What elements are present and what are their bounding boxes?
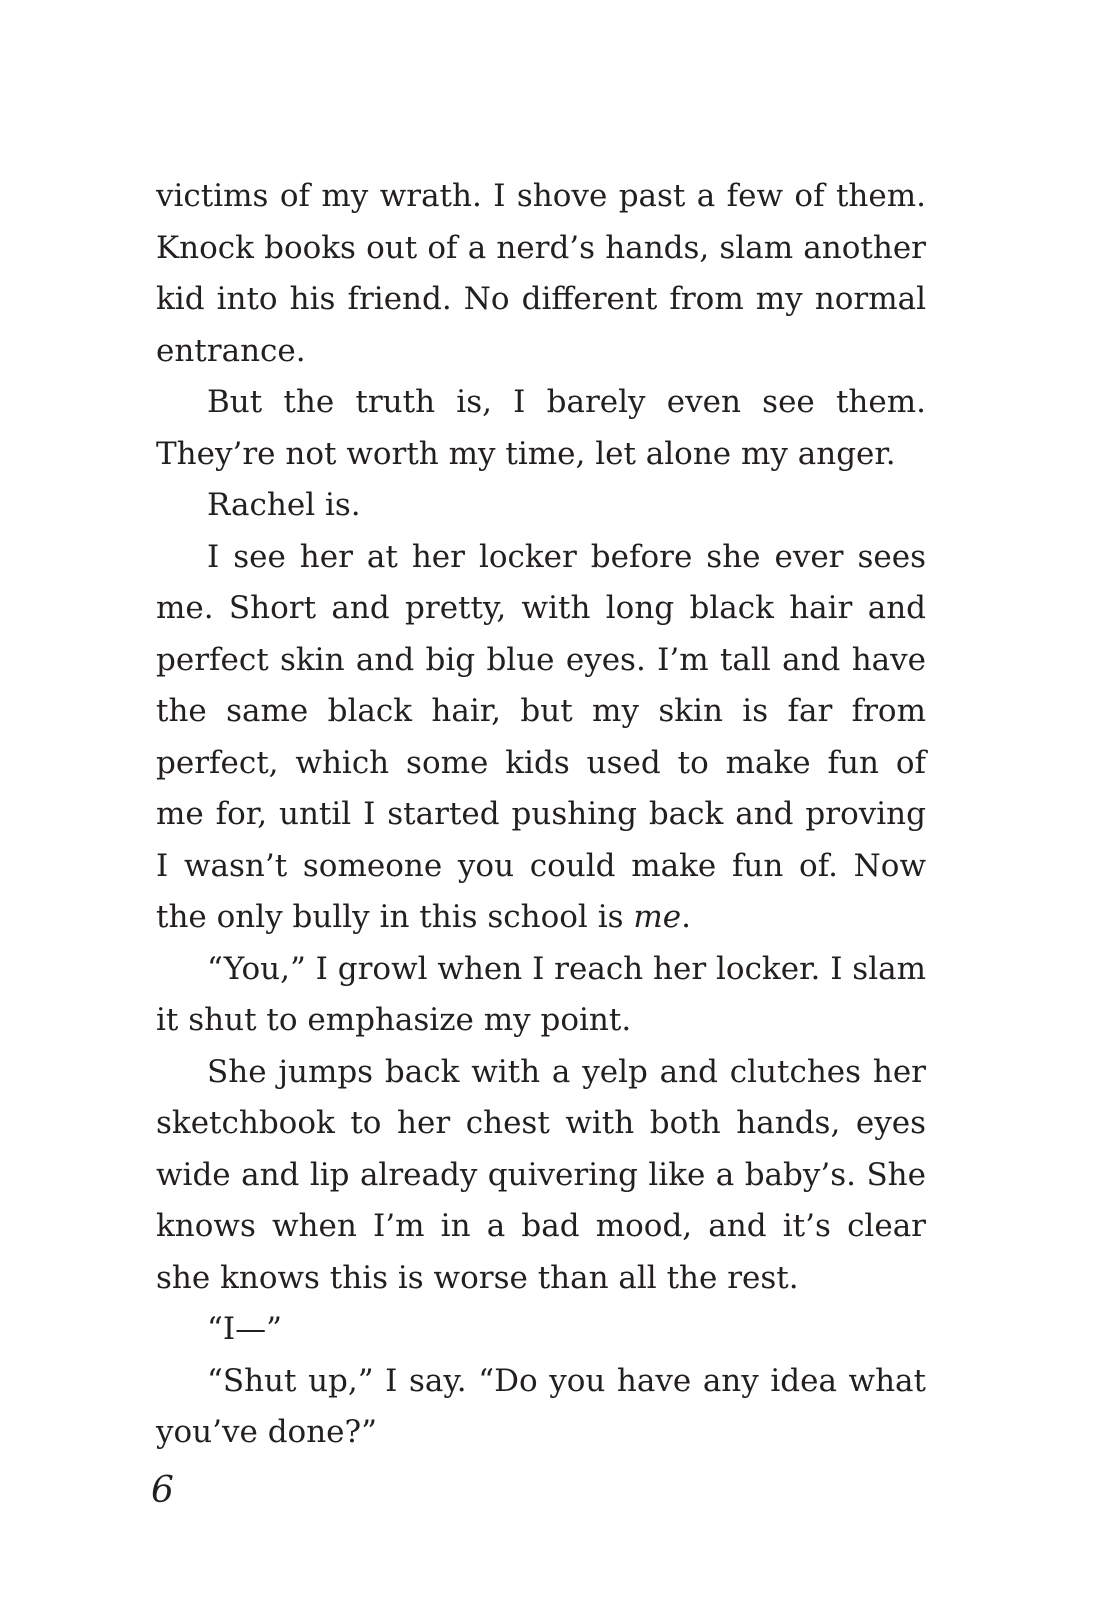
page-number: 6: [151, 1470, 174, 1511]
paragraph: “You,” I growl when I reach her locker. I slam it shut to emphasize my point.: [156, 950, 926, 1038]
paragraph: But the truth is, I barely even see them. They’re not worth my time, let alone my anger.: [156, 384, 926, 472]
paragraph-text: I see her at her locker before she ever sees me. Short and pretty, with long black hair and perfect skin and big blue eyes. I’m tall and have the same black hair, but my skin is far from perfect, which some kids used to make fun of me for, until I started pushing back and proving I wasn’t someone you could make fun of. Now the only bully in this school is: [156, 538, 926, 935]
paragraph: [156, 532, 926, 944]
paragraph: She jumps back with a yelp and clutches her sketchbook to her chest with both hands, eyes wide and lip already quivering like a baby’s. She knows when I’m in a bad mood, and it’s clear she knows this is worse than all the rest.: [156, 1053, 926, 1296]
paragraph: Rachel is.: [207, 487, 361, 523]
body-text: [156, 171, 926, 1459]
paragraph: “Shut up,” I say. “Do you have any idea what you’ve done?”: [156, 1362, 926, 1450]
paragraph: “I—”: [207, 1311, 282, 1347]
paragraph-text: .: [681, 899, 691, 935]
paragraph: victims of my wrath. I shove past a few of them. Knock books out of a nerd’s hands, slam another kid into his friend. No different from my normal entrance.: [156, 178, 926, 369]
emphasized-word: me: [633, 899, 682, 935]
